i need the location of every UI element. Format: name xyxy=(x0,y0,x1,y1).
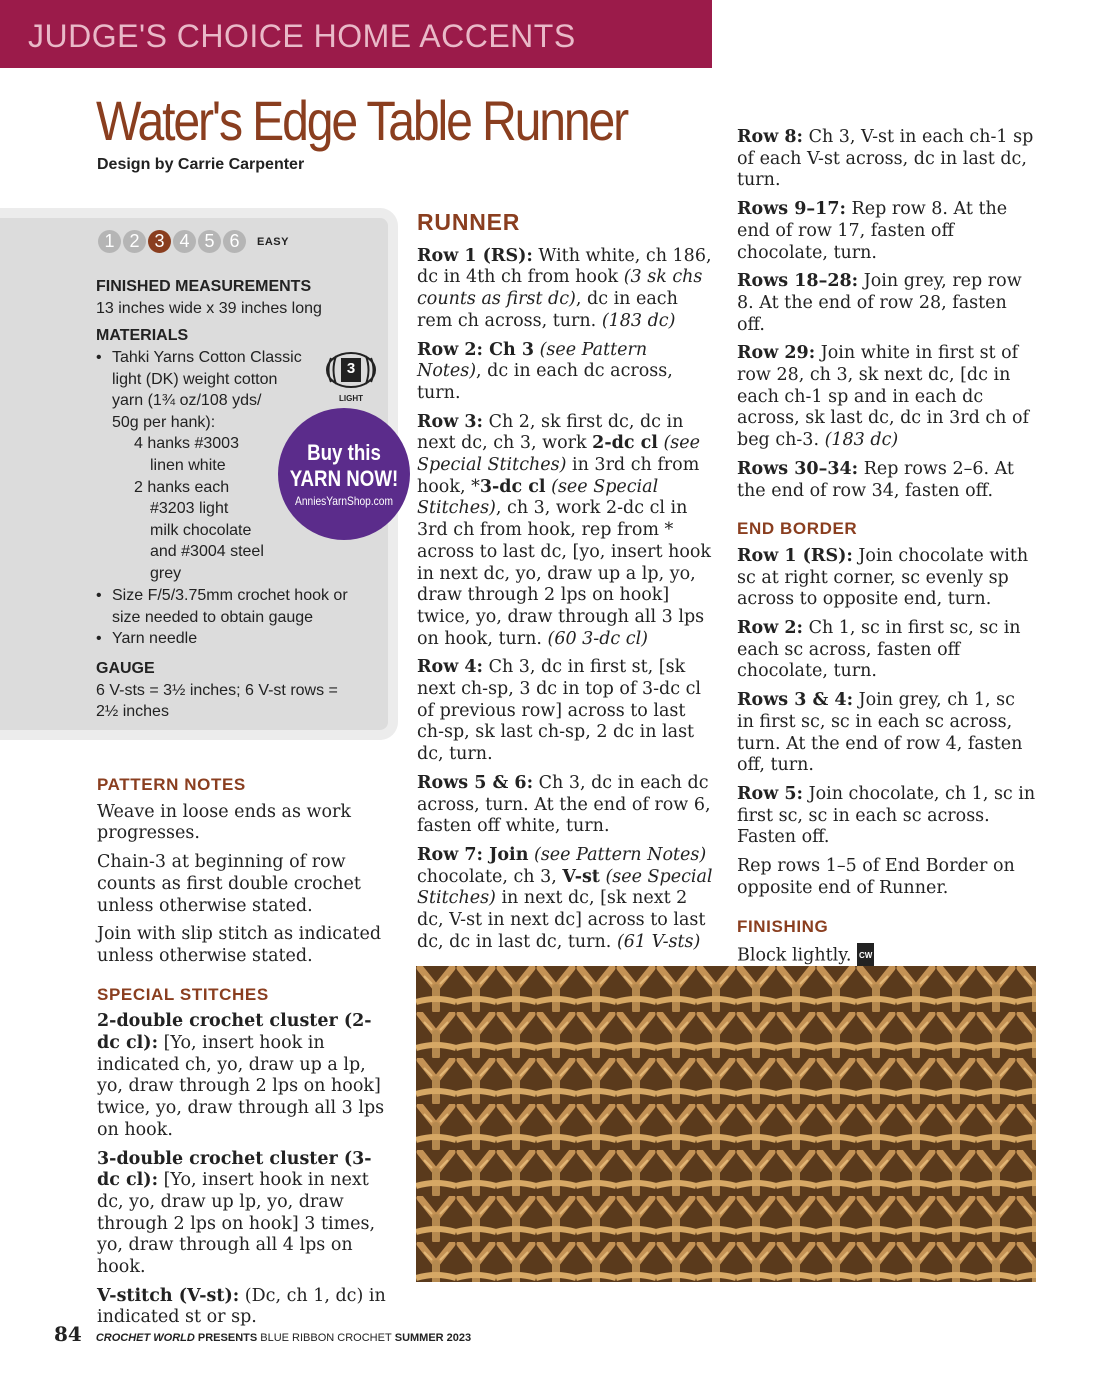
material-line: 4 hanks #3003 xyxy=(134,435,239,453)
skill-label: EASY xyxy=(257,235,289,248)
gauge-text: 6 V-sts = 3½ inches; 6 V-st rows = xyxy=(96,681,338,699)
pattern-note: Join with slip stitch as indicated unless otherwise stated. xyxy=(97,924,382,966)
page-title: Water's Edge Table Runner xyxy=(96,89,628,152)
row-instruction: Row 3: Ch 2, sk first dc, dc in next dc, ch 3, work 2-dc cl (see Special Stitches) in 3rd ch from hook, *3-dc cl (see Special Stitches), ch 3, work 2-dc cl in 3rd ch from hook, rep from * across to last dc, [yo, insert hook in next dc, yo, draw up a lp, yo, draw through 2 lps on hook] twice, yo, draw through all 3 lps on hook, turn. (60 3-dc cl) xyxy=(417,411,712,649)
row-instruction: Row 2: Ch 3 (see Pattern Notes), dc in each dc across, turn. xyxy=(417,339,673,403)
row-instruction: Row 4: Ch 3, dc in first st, [sk next ch-sp, 3 dc in top of 3-dc cl of previous row] across to last ch-sp, sk last ch-sp, 2 dc in last dc, turn. xyxy=(417,657,701,765)
stitch-sample-photo xyxy=(416,966,1036,1282)
row-instruction: Rep rows 1–5 of End Border on opposite end of Runner. xyxy=(737,856,1015,898)
row-instruction: Row 5: Join chocolate, ch 1, sc in first sc, sc in each sc across. Fasten off. xyxy=(737,783,1036,848)
special-stitch: 2-double crochet cluster (2-dc cl): [Yo, insert hook in indicated ch, yo, draw up a lp, yo, draw through 2 lps on hook] twice, yo, draw through all 3 lps on hook. xyxy=(97,1011,385,1140)
buy-yarn-promo[interactable] xyxy=(278,408,410,540)
special-stitch: 3-double crochet cluster (3-dc cl): [Yo, insert hook in next dc, yo, draw up lp, yo, draw through 2 lps on hook] 3 times, yo, draw through all 4 lps on hook. xyxy=(97,1148,376,1278)
row-instruction: Rows 9–17: Rep row 8. At the end of row 17, fasten off chocolate, turn. xyxy=(737,199,1008,263)
skill-level-2: 2 xyxy=(123,230,146,253)
end-border-heading: END BORDER xyxy=(737,519,858,539)
row-instruction: Rows 3 & 4: Join grey, ch 1, sc in first sc, sc in each sc across, turn. At the end of row 4, fasten off, turn. xyxy=(737,690,1023,776)
pattern-notes-heading: PATTERN NOTES xyxy=(97,775,246,794)
material-line: and #3004 steel xyxy=(150,543,264,561)
promo-line1: Buy this xyxy=(307,440,381,465)
row-instruction: Row 7: Join (see Pattern Notes) chocolate, ch 3, V-st (see Special Stitches) in next dc, [sk next 2 dc, V-st in next dc] across to last dc, dc in last dc, turn. (61 V-sts) xyxy=(417,844,713,952)
gauge-text: 2½ inches xyxy=(96,703,169,721)
row-instruction: Rows 18–28: Join grey, rep row 8. At the end of row 28, fasten off. xyxy=(737,271,1022,335)
yarn-weight-label: LIGHT xyxy=(339,394,363,403)
gauge-heading: GAUGE xyxy=(96,660,155,677)
material-line: size needed to obtain gauge xyxy=(112,608,314,626)
row-instruction: Rows 5 & 6: Ch 3, dc in each dc across, turn. At the end of row 6, fasten off white, turn. xyxy=(417,772,711,837)
finishing-heading: FINISHING xyxy=(737,916,829,936)
row-instruction: Row 1 (RS): With white, ch 186, dc in 4th ch from hook (3 sk chs counts as first dc), dc in each rem ch across, turn. (183 dc) xyxy=(417,245,712,331)
cw-end-badge: CW xyxy=(857,943,874,969)
skill-level-6: 6 xyxy=(223,230,246,253)
page-number: 84 xyxy=(54,1322,82,1346)
row-instruction: Row 29: Join white in first st of row 28, ch 3, sk next dc, [dc in each ch-1 sp and in each dc across, sk last dc, dc in 3rd ch of beg ch-3. (183 dc) xyxy=(737,343,1030,451)
material-line: grey xyxy=(150,564,182,582)
material-line: yarn (1¾ oz/108 yds/ xyxy=(112,392,262,410)
row-instruction: Row 1 (RS): Join chocolate with sc at right corner, sc evenly sp across to opposite end, turn. xyxy=(737,545,1029,610)
magazine-name: CROCHET WORLD xyxy=(95,1332,195,1344)
material-line: Size F/5/3.75mm crochet hook or xyxy=(112,587,348,604)
material-line: 2 hanks each xyxy=(134,478,230,496)
publication: BLUE RIBBON CROCHET xyxy=(260,1332,392,1344)
materials-heading: MATERIALS xyxy=(96,327,189,345)
special-stitch: V-stitch (V-st): (Dc, ch 1, dc) in indicated st or sp. xyxy=(97,1285,386,1328)
finishing-text: Block lightly. CW xyxy=(737,943,1037,969)
material-line: 50g per hank): xyxy=(112,413,216,431)
row-instruction: Rows 30–34: Rep rows 2–6. At the end of row 34, fasten off. xyxy=(737,458,1014,501)
skill-level-5: 5 xyxy=(198,230,221,253)
pattern-note: Chain-3 at beginning of row counts as first double crochet unless otherwise stated. xyxy=(97,852,361,916)
promo-line2: YARN NOW! xyxy=(289,466,399,491)
material-line: linen white xyxy=(150,456,226,474)
finished-heading: FINISHED MEASUREMENTS xyxy=(96,278,312,295)
special-stitches-heading: SPECIAL STITCHES xyxy=(97,984,269,1004)
banner-text: JUDGE'S CHOICE HOME ACCENTS xyxy=(28,18,576,54)
yarn-weight-number: 3 xyxy=(346,360,356,377)
skill-level-1: 1 xyxy=(98,230,121,253)
skill-level-3: 3 xyxy=(148,230,171,253)
issue: SUMMER 2023 xyxy=(391,1332,472,1344)
material-line: light (DK) weight cotton xyxy=(112,370,278,388)
material-line: #3203 light xyxy=(150,500,229,518)
yarn-weight-icon xyxy=(322,350,380,402)
designer-byline: Design by Carrie Carpenter xyxy=(97,156,305,173)
material-line: Tahki Yarns Cotton Classic xyxy=(112,349,302,366)
material-line: Yarn needle xyxy=(112,630,198,647)
page-footer: 84 CROCHET WORLD PRESENTS BLUE RIBBON CROCHET SUMMER 2023 xyxy=(54,1322,472,1346)
skill-level xyxy=(98,230,289,253)
section-banner xyxy=(0,0,712,68)
promo-url[interactable]: AnniesYarnShop.com xyxy=(295,494,393,508)
finished-text: 13 inches wide x 39 inches long xyxy=(96,299,322,317)
row-instruction: Row 2: Ch 1, sc in first sc, sc in each sc across, fasten off chocolate, turn. xyxy=(737,618,1021,682)
row-instruction: Row 8: Ch 3, V-st in each ch-1 sp of each V-st across, dc in last dc, turn. xyxy=(737,127,1034,191)
pattern-note: Weave in loose ends as work progresses. xyxy=(97,801,351,844)
runner-heading: RUNNER xyxy=(417,209,521,235)
material-line: milk chocolate xyxy=(150,521,252,539)
skill-level-4: 4 xyxy=(173,230,196,253)
